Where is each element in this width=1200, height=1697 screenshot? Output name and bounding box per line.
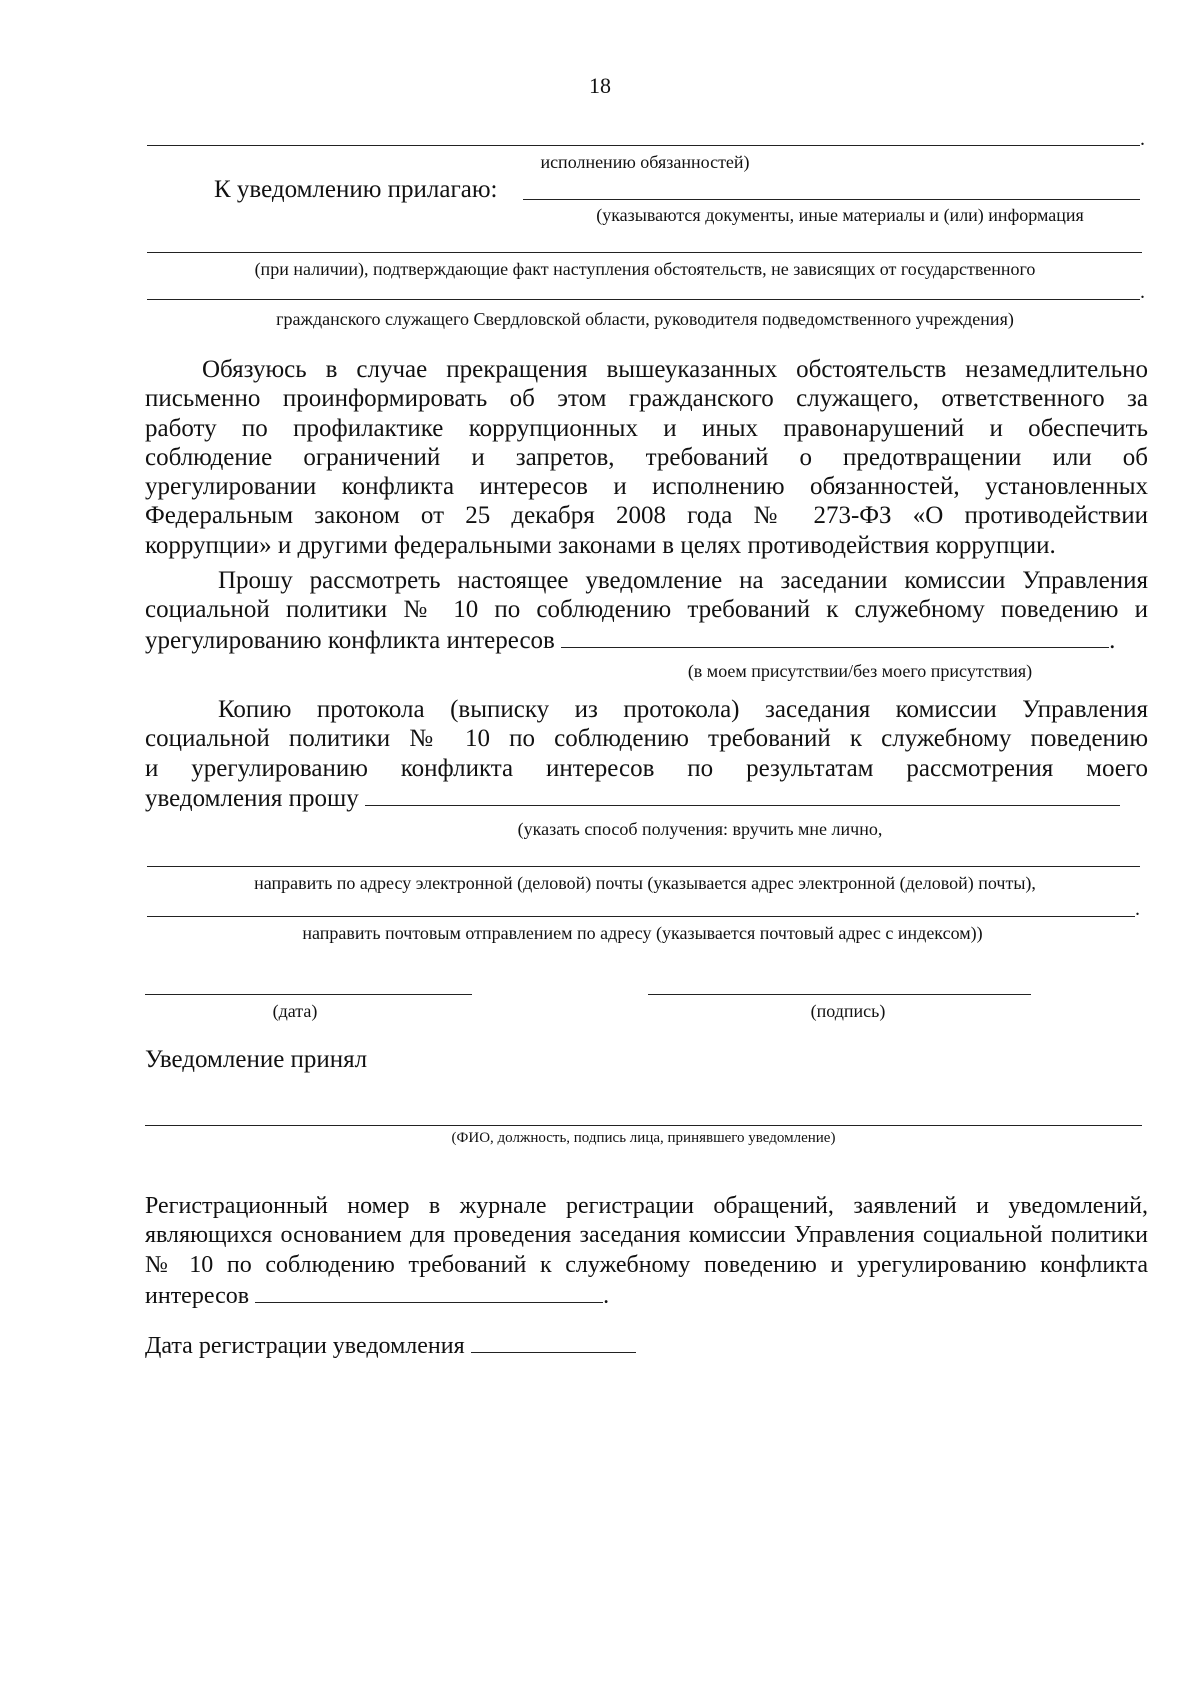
text-line: соблюдение ограничений и запретов, требований о предотвращении или об [145, 443, 1148, 471]
field-caption: (при наличии), подтверждающие факт наступления обстоятельств, не зависящих от государственного [254, 259, 1036, 279]
text-line: Федеральным законом от 25 декабря 2008 года № 273-ФЗ «О противодействии [145, 502, 1148, 530]
text-line: и урегулированию конфликта интересов по результатам рассмотрения моего [145, 754, 1148, 782]
text-line [145, 625, 1148, 654]
text-line: Регистрационный номер в журнале регистрации обращений, заявлений и уведомлений, [145, 1193, 1148, 1219]
reg-date-row [145, 1330, 636, 1360]
reg-date-label: Дата регистрации уведомления [145, 1333, 465, 1359]
period: . [603, 1282, 610, 1309]
field-caption: направить почтовым отправлением по адресу (указывается почтовый адрес с индексом)) [302, 923, 983, 943]
text-line: социальной политики № 10 по соблюдению требований к служебному поведению и [145, 596, 1148, 624]
field-caption: направить по адресу электронной (деловой) почты (указывается адрес электронной (деловой) почты), [254, 873, 1036, 893]
paragraph-copy [145, 695, 1148, 812]
text-line: Обязуюсь в случае прекращения вышеуказанных обстоятельств незамедлительно [202, 356, 1148, 383]
presence-input-line[interactable] [561, 625, 1109, 648]
text-line: письменно проинформировать об этом гражданского служащего, ответственного за [145, 385, 1148, 413]
receiver-caption: (ФИО, должность, подпись лица, принявшего уведомление) [451, 1130, 836, 1146]
fill-line[interactable] [147, 916, 1135, 917]
text-fragment: уведомления прошу [145, 784, 359, 812]
text-line: № 10 по соблюдению требований к служебному поведению и урегулированию конфликта [145, 1251, 1148, 1278]
fill-line[interactable] [147, 866, 1140, 867]
field-caption: (указать способ получения: вручить мне лично, [517, 819, 883, 839]
receiver-input-line[interactable] [145, 1125, 1142, 1126]
delivery-input-line[interactable] [365, 783, 1120, 806]
text-line: социальной политики № 10 по соблюдению требований к служебному поведению [145, 725, 1148, 753]
fill-line [147, 145, 1140, 146]
paragraph-obligation [145, 355, 1148, 560]
text-fragment: интересов [145, 1282, 250, 1309]
reg-number-input-line[interactable] [255, 1280, 603, 1303]
field-caption: исполнению обязанностей) [540, 152, 750, 172]
signature-caption: (подпись) [810, 1001, 886, 1021]
paragraph-registration [145, 1192, 1148, 1309]
field-caption: (в моем присутствии/без моего присутствия) [687, 661, 1033, 681]
text-line: Копию протокола (выписку из протокола) заседания комиссии Управления [218, 696, 1148, 723]
text-line [145, 1280, 1148, 1309]
attach-input-line[interactable] [523, 199, 1140, 200]
fill-line[interactable] [147, 252, 1142, 253]
text-line [145, 783, 1148, 812]
field-caption: (указываются документы, иные материалы и (или) информация [596, 205, 1084, 225]
period: . [1135, 898, 1140, 920]
text-line: коррупции» и другими федеральными законами в целях противодействия коррупции. [145, 531, 1056, 559]
reg-date-input-line[interactable] [471, 1330, 636, 1353]
fill-line[interactable] [147, 299, 1140, 300]
text-line: Прошу рассмотреть настоящее уведомление на заседании комиссии Управления [218, 567, 1148, 594]
period: . [1140, 281, 1145, 303]
attach-label: К уведомлению прилагаю: [214, 176, 498, 203]
page-number: 18 [589, 73, 611, 98]
received-label: Уведомление принял [145, 1046, 368, 1073]
text-line: урегулировании конфликта интересов и исполнению обязанностей, установленных [145, 473, 1148, 501]
date-input-line[interactable] [145, 994, 472, 995]
period: . [1140, 128, 1145, 150]
signature-input-line[interactable] [648, 994, 1031, 995]
paragraph-request [145, 566, 1148, 654]
period: . [1109, 626, 1116, 654]
text-fragment: урегулированию конфликта интересов [145, 626, 555, 654]
text-line: являющихся основанием для проведения заседания комиссии Управления социальной политики [145, 1222, 1148, 1249]
field-caption: гражданского служащего Свердловской области, руководителя подведомственного учреждения) [276, 309, 1014, 329]
text-line: работу по профилактике коррупционных и иных правонарушений и обеспечить [145, 414, 1148, 442]
date-caption: (дата) [272, 1001, 318, 1021]
